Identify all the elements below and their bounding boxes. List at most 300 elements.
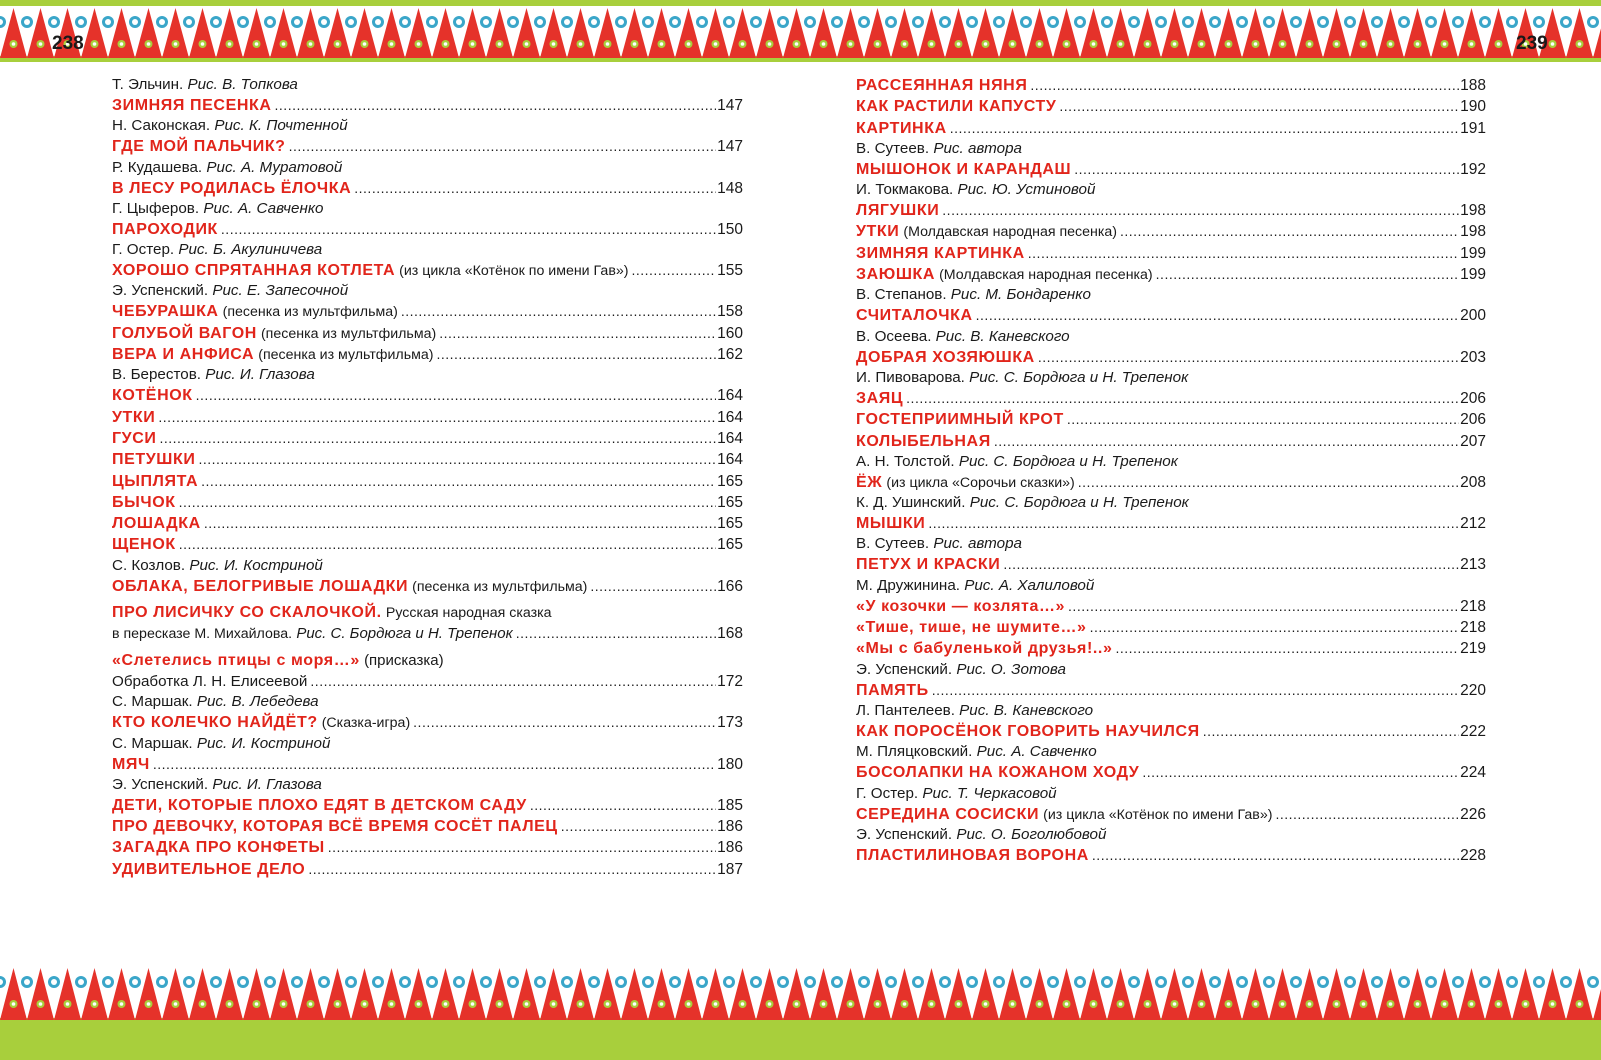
leader-dots [1003, 554, 1459, 574]
author-line [856, 180, 1486, 200]
author-name: И. Токмакова. [856, 181, 954, 199]
toc-group [112, 651, 743, 693]
toc-entry[interactable] [112, 219, 743, 240]
entry-title: СЕРЕДИНА СОСИСКИ [856, 805, 1040, 823]
author-name: Э. Успенский. [112, 282, 209, 300]
page-number: 208 [1460, 473, 1486, 491]
page-number: 206 [1460, 389, 1486, 407]
page-number: 158 [717, 303, 743, 321]
author-name: Т. Эльчин. [112, 76, 184, 93]
author-line [112, 734, 743, 754]
leader-dots [153, 754, 716, 774]
leader-dots [158, 407, 716, 427]
page-number: 150 [717, 220, 743, 238]
toc-entry[interactable] [112, 492, 743, 513]
toc-entry[interactable] [856, 221, 1486, 242]
top-ornament-band [0, 0, 1601, 62]
entry-title: ПРО ЛИСИЧКУ СО СКАЛОЧКОЙ. [112, 604, 382, 622]
entry-note: (Сказка-игра) [321, 715, 411, 732]
toc-entry[interactable] [856, 617, 1486, 638]
toc-entry[interactable] [112, 576, 743, 597]
leader-dots [1038, 347, 1459, 367]
toc-group [112, 603, 743, 645]
author-name: Э. Успенский. [112, 775, 209, 793]
author-name: С. Маршак. [112, 734, 193, 752]
entry-title: СЧИТАЛОЧКА [856, 307, 973, 325]
leader-dots [196, 385, 716, 405]
toc-group [856, 660, 1486, 701]
page-number: 222 [1460, 722, 1486, 740]
illustrator: Рис. Б. Акулиничева [178, 241, 323, 259]
toc-group [856, 139, 1486, 180]
author-line [856, 534, 1486, 554]
author-line [856, 784, 1486, 804]
entry-title: ВЕРА И АНФИСА [112, 346, 255, 364]
page-number: 180 [717, 755, 743, 773]
author-name: В. Сутеев. [856, 535, 930, 553]
author-line [856, 660, 1486, 680]
toc-entry[interactable] [112, 816, 743, 837]
entry-note: Русская народная сказка [385, 605, 552, 622]
page-number: 188 [1460, 77, 1486, 94]
toc-group [856, 576, 1486, 660]
entry-title: ГУСИ [112, 429, 157, 447]
page-number: 165 [717, 536, 743, 554]
entry-note: (из цикла «Котёнок по имени Гав») [399, 263, 629, 280]
toc-group [112, 116, 743, 157]
toc-group [112, 775, 743, 880]
page-number: 147 [717, 97, 743, 114]
page-number: 162 [717, 346, 743, 364]
author-name: Л. Пантелеев. [856, 701, 955, 719]
toc-entry[interactable] [112, 407, 743, 428]
leader-dots [1030, 75, 1459, 95]
entry-title: ЛЯГУШКИ [856, 202, 940, 220]
entry-title: КОЛЫБЕЛЬНАЯ [856, 432, 991, 450]
illustrator: Рис. автора [933, 139, 1022, 157]
entry-title: ЧЕБУРАШКА [112, 303, 219, 321]
leader-dots [310, 671, 716, 691]
illustrator: Рис. О. Боголюбовой [956, 825, 1107, 843]
leader-dots [328, 837, 716, 857]
toc-entry[interactable] [112, 301, 743, 322]
illustrator: Рис. автора [933, 535, 1022, 553]
toc-group [856, 452, 1486, 493]
toc-group [112, 365, 743, 555]
entry-title: ПРО ДЕВОЧКУ, КОТОРАЯ ВСЁ ВРЕМЯ СОСЁТ ПАЛЕЦ [112, 818, 558, 836]
page-number: 192 [1460, 160, 1486, 178]
author-name: Г. Остер. [112, 241, 175, 259]
toc-group [856, 493, 1486, 534]
illustrator: Рис. С. Бордюга и Н. Трепенок [958, 452, 1178, 470]
toc-group [112, 75, 743, 116]
entry-note: (песенка из мультфильма) [412, 578, 588, 595]
author-line [112, 775, 743, 795]
leader-dots [198, 449, 716, 469]
entry-note: (песенка из мультфильма) [258, 347, 434, 364]
entry-title: УТКИ [856, 223, 900, 241]
page-number: 219 [1460, 640, 1486, 658]
toc-entry[interactable] [112, 837, 743, 858]
illustrator: Рис. А. Муратовой [206, 158, 343, 176]
entry-title: ПЕТУХ И КРАСКИ [856, 556, 1001, 574]
leader-dots [401, 301, 716, 321]
entry-title: КАРТИНКА [856, 119, 947, 137]
leader-dots [942, 200, 1459, 220]
toc-entry[interactable] [112, 136, 743, 157]
toc-entry[interactable] [856, 243, 1486, 264]
entry-title: ГОЛУБОЙ ВАГОН [112, 324, 257, 342]
entry-title: ЗИМНЯЯ ПЕСЕНКА [112, 97, 272, 114]
toc-group [112, 556, 743, 597]
leader-dots [1142, 762, 1459, 782]
illustrator: Рис. С. Бордюга и Н. Трепенок [969, 368, 1189, 386]
toc-group [856, 534, 1486, 575]
illustrator: Рис. Е. Запесочной [212, 282, 349, 300]
retold-by: в пересказе М. Михайлова. [112, 626, 293, 643]
toc-entry[interactable] [856, 388, 1486, 409]
leader-dots [354, 178, 716, 198]
toc-group [856, 75, 1486, 139]
page-number: 226 [1460, 805, 1486, 823]
toc-entry[interactable] [856, 159, 1486, 180]
page-number: 218 [1460, 619, 1486, 637]
toc-entry[interactable] [112, 671, 743, 692]
page-number-left: 238 [52, 33, 84, 54]
illustrator: Рис. В. Лебедева [196, 693, 319, 711]
illustrator: Рис. И. Глазова [205, 366, 315, 384]
entry-title: МЫШОНОК И КАРАНДАШ [856, 160, 1072, 178]
author-line [112, 556, 743, 576]
entry-title: БОСОЛАПКИ НА КОЖАНОМ ХОДУ [856, 764, 1140, 782]
leader-dots [994, 431, 1459, 451]
leader-dots [590, 576, 716, 596]
toc-entry-line[interactable] [112, 603, 743, 623]
toc-entry[interactable] [112, 95, 743, 116]
page-number: 200 [1460, 307, 1486, 325]
page-number: 164 [717, 429, 743, 447]
leader-dots [308, 859, 716, 879]
entry-note: (песенка из мультфильма) [260, 325, 437, 342]
page-number: 165 [717, 472, 743, 490]
illustrator: Рис. С. Бордюга и Н. Трепенок [296, 625, 513, 643]
toc-entry[interactable] [112, 513, 743, 534]
author-line [112, 281, 743, 301]
toc-entry[interactable] [856, 680, 1486, 701]
toc-entry[interactable] [112, 623, 743, 644]
author-name: М. Пляцковский. [856, 743, 973, 761]
entry-title: ПЕТУШКИ [112, 451, 196, 469]
page-number: 165 [717, 493, 743, 511]
toc-entry[interactable] [112, 859, 743, 880]
entry-title: РАССЕЯННАЯ НЯНЯ [856, 77, 1028, 94]
toc-group [856, 784, 1486, 825]
toc-entry[interactable] [856, 596, 1486, 617]
entry-title: ЁЖ [856, 473, 883, 491]
leader-dots [1067, 409, 1459, 429]
entry-title: «Мы с бабуленькой друзья!..» [856, 640, 1113, 658]
toc-entry[interactable] [856, 513, 1486, 534]
page-number: 220 [1460, 681, 1486, 699]
entry-title: «У козочки — козлята…» [856, 597, 1066, 615]
illustrator: Рис. М. Бондаренко [950, 286, 1091, 304]
page-number: 168 [717, 625, 743, 643]
entry-title: «Слетелись птицы с моря…» [112, 651, 360, 669]
entry-title: ГДЕ МОЙ ПАЛЬЧИК? [112, 138, 286, 156]
page-number: 173 [717, 714, 743, 732]
leader-dots [928, 513, 1459, 533]
page-number: 187 [717, 860, 743, 878]
toc-entry[interactable] [112, 471, 743, 492]
leader-dots [436, 344, 716, 364]
author-line [856, 452, 1486, 472]
leader-dots [275, 95, 717, 115]
leader-dots [1120, 221, 1459, 241]
entry-note: (из цикла «Сорочьи сказки») [886, 474, 1075, 491]
toc-entry[interactable] [856, 305, 1486, 326]
entry-title: ЛОШАДКА [112, 515, 201, 533]
leader-dots [932, 680, 1459, 700]
entry-note: (присказка) [364, 651, 444, 669]
illustrator: Рис. И. Костриной [196, 734, 331, 752]
toc-entry[interactable] [856, 96, 1486, 117]
leader-dots [1074, 159, 1459, 179]
author-name: Э. Успенский. [856, 660, 953, 678]
toc-group [112, 692, 743, 733]
toc-entry[interactable] [856, 75, 1486, 96]
toc-entry[interactable] [112, 344, 743, 365]
leader-dots [530, 795, 716, 815]
author-name: В. Берестов. [112, 366, 201, 384]
bottom-ornament-band [0, 968, 1601, 1060]
author-name: В. Осеева. [856, 327, 932, 345]
toc-entry[interactable] [112, 712, 743, 733]
entry-title: ЗАЮШКА [856, 266, 936, 284]
toc-entry[interactable] [112, 795, 743, 816]
leader-dots [950, 118, 1459, 138]
entry-title: ЗАГАДКА ПРО КОНФЕТЫ [112, 839, 325, 857]
entry-title: МЯЧ [112, 755, 150, 773]
author-line [856, 825, 1486, 845]
illustrator: Рис. А. Савченко [976, 743, 1097, 761]
toc-entry[interactable] [856, 638, 1486, 659]
entry-note: (Молдавская народная песенка) [939, 267, 1153, 284]
author-name: Г. Остер. [856, 784, 919, 802]
toc-right-column [856, 75, 1486, 866]
page-number: 199 [1460, 244, 1486, 262]
entry-title: ЗИМНЯЯ КАРТИНКА [856, 244, 1025, 262]
toc-entry[interactable] [112, 178, 743, 199]
page-number: 172 [717, 672, 743, 690]
illustrator: Рис. С. Бордюга и Н. Трепенок [969, 494, 1189, 512]
illustrator: Рис. В. Каневского [959, 701, 1094, 719]
author-line [856, 327, 1486, 347]
toc-entry[interactable] [112, 449, 743, 470]
toc-entry[interactable] [112, 754, 743, 775]
author-name: М. Дружинина. [856, 576, 960, 594]
entry-title: ПАРОХОДИК [112, 220, 218, 238]
toc-entry[interactable] [856, 721, 1486, 742]
author-name: И. Пивоварова. [856, 368, 965, 386]
leader-dots [221, 219, 716, 239]
page-number: 155 [717, 262, 743, 280]
page-number-right: 239 [1516, 33, 1548, 54]
toc-entry[interactable] [112, 534, 743, 555]
entry-title: ЩЕНОК [112, 536, 176, 554]
author-name: Э. Успенский. [856, 825, 953, 843]
page-number: 199 [1460, 266, 1486, 284]
toc-entry[interactable] [856, 200, 1486, 221]
entry-title: ЗАЯЦ [856, 389, 904, 407]
illustrator: Рис. И. Костриной [189, 556, 323, 574]
author-name: К. Д. Ушинский. [856, 494, 966, 512]
toc-group [856, 742, 1486, 783]
toc-entry[interactable] [856, 264, 1486, 285]
page-number: 165 [717, 515, 743, 533]
toc-entry[interactable] [856, 409, 1486, 430]
page-number: 160 [717, 324, 743, 342]
author-line [856, 493, 1486, 513]
page-number: 164 [717, 387, 743, 405]
leader-dots [561, 816, 716, 836]
leader-dots [1203, 721, 1459, 741]
toc-group [112, 240, 743, 281]
page-number: 186 [717, 839, 743, 857]
author-line [112, 199, 743, 219]
leader-dots [516, 623, 716, 643]
author-line [856, 368, 1486, 388]
toc-group [112, 734, 743, 775]
entry-title: ПЛАСТИЛИНОВАЯ ВОРОНА [856, 846, 1089, 864]
toc-entry[interactable] [856, 762, 1486, 783]
author-line [856, 576, 1486, 596]
page-number: 207 [1460, 432, 1486, 450]
toc-entry[interactable] [856, 431, 1486, 452]
author-name: Н. Саконская. [112, 117, 211, 135]
page-number: 218 [1460, 597, 1486, 615]
page-number: 198 [1460, 202, 1486, 220]
entry-title: ЦЫПЛЯТА [112, 472, 199, 490]
entry-title: ДОБРАЯ ХОЗЯЮШКА [856, 348, 1035, 366]
illustrator: Рис. И. Глазова [212, 775, 322, 793]
leader-dots [1156, 264, 1459, 284]
entry-title: КТО КОЛЕЧКО НАЙДЁТ? [112, 714, 318, 732]
processing-credit: Обработка Л. Н. Елисеевой [112, 672, 308, 690]
leader-dots [976, 305, 1459, 325]
toc-entry[interactable] [856, 347, 1486, 368]
illustrator: Рис. В. Топкова [187, 76, 298, 93]
toc-entry[interactable] [856, 554, 1486, 575]
toc-group [856, 327, 1486, 368]
author-line [856, 285, 1486, 305]
page-number: 185 [717, 796, 743, 814]
leader-dots [1115, 638, 1459, 658]
author-name: Г. Цыферов. [112, 199, 200, 217]
leader-dots [179, 534, 716, 554]
toc-entry[interactable] [856, 118, 1486, 139]
entry-title: БЫЧОК [112, 493, 176, 511]
page-number: 213 [1460, 556, 1486, 574]
toc-group [856, 180, 1486, 285]
author-line [112, 158, 743, 178]
leader-dots [159, 428, 716, 448]
author-line [112, 692, 743, 712]
page-number: 203 [1460, 348, 1486, 366]
illustrator: Рис. Т. Черкасовой [922, 784, 1057, 802]
toc-entry[interactable] [856, 472, 1486, 493]
leader-dots [289, 136, 717, 156]
entry-title: ХОРОШО СПРЯТАННАЯ КОТЛЕТА [112, 262, 396, 280]
leader-dots [1059, 96, 1459, 116]
author-line [112, 240, 743, 260]
toc-group [856, 285, 1486, 326]
author-name: Р. Кудашева. [112, 158, 203, 176]
author-line [112, 365, 743, 385]
toc-entry[interactable] [112, 385, 743, 406]
toc-entry[interactable] [856, 845, 1486, 866]
entry-title: ОБЛАКА, БЕЛОГРИВЫЕ ЛОШАДКИ [112, 577, 409, 595]
illustrator: Рис. Ю. Устиновой [957, 181, 1096, 199]
page-number: 206 [1460, 411, 1486, 429]
page-number: 186 [717, 818, 743, 836]
entry-title: «Тише, тише, не шумите…» [856, 619, 1087, 637]
illustrator: Рис. О. Зотова [956, 660, 1066, 678]
leader-dots [1028, 243, 1459, 263]
toc-entry[interactable] [112, 323, 743, 344]
page-number: 212 [1460, 515, 1486, 533]
toc-entry[interactable] [856, 804, 1486, 825]
leader-dots [1078, 472, 1459, 492]
illustrator: Рис. А. Халиловой [964, 576, 1095, 594]
leader-dots [201, 471, 716, 491]
page-number: 191 [1460, 119, 1486, 137]
page-number: 164 [717, 408, 743, 426]
author-line [112, 116, 743, 136]
toc-group [856, 825, 1486, 866]
entry-title: КАК РАСТИЛИ КАПУСТУ [856, 98, 1057, 116]
entry-note: (из цикла «Котёнок по имени Гав») [1043, 806, 1273, 823]
page-number: 228 [1460, 846, 1486, 864]
page-number: 147 [717, 138, 743, 156]
toc-group [112, 281, 743, 365]
entry-title: ДЕТИ, КОТОРЫЕ ПЛОХО ЕДЯТ В ДЕТСКОМ САДУ [112, 796, 527, 814]
illustrator: Рис. А. Савченко [203, 199, 324, 217]
entry-title: УТКИ [112, 408, 156, 426]
illustrator: Рис. К. Почтенной [214, 117, 348, 135]
toc-entry-line[interactable] [112, 651, 743, 671]
entry-title: ПАМЯТЬ [856, 681, 929, 699]
leader-dots [179, 492, 717, 512]
leader-dots [439, 323, 716, 343]
leader-dots [1275, 804, 1459, 824]
leader-dots [413, 712, 716, 732]
author-name: В. Сутеев. [856, 139, 930, 157]
page-number: 166 [717, 577, 743, 595]
toc-group [856, 368, 1486, 452]
entry-title: КАК ПОРОСЁНОК ГОВОРИТЬ НАУЧИЛСЯ [856, 722, 1200, 740]
entry-title: В ЛЕСУ РОДИЛАСЬ ЁЛОЧКА [112, 179, 352, 197]
toc-entry[interactable] [112, 428, 743, 449]
leader-dots [204, 513, 716, 533]
author-line [856, 742, 1486, 762]
page-number: 190 [1460, 98, 1486, 116]
author-name: С. Маршак. [112, 693, 193, 711]
toc-entry[interactable] [112, 260, 743, 281]
author-line [112, 75, 743, 95]
page-number: 148 [717, 179, 743, 197]
leader-dots [1068, 596, 1459, 616]
leader-dots [1090, 617, 1460, 637]
